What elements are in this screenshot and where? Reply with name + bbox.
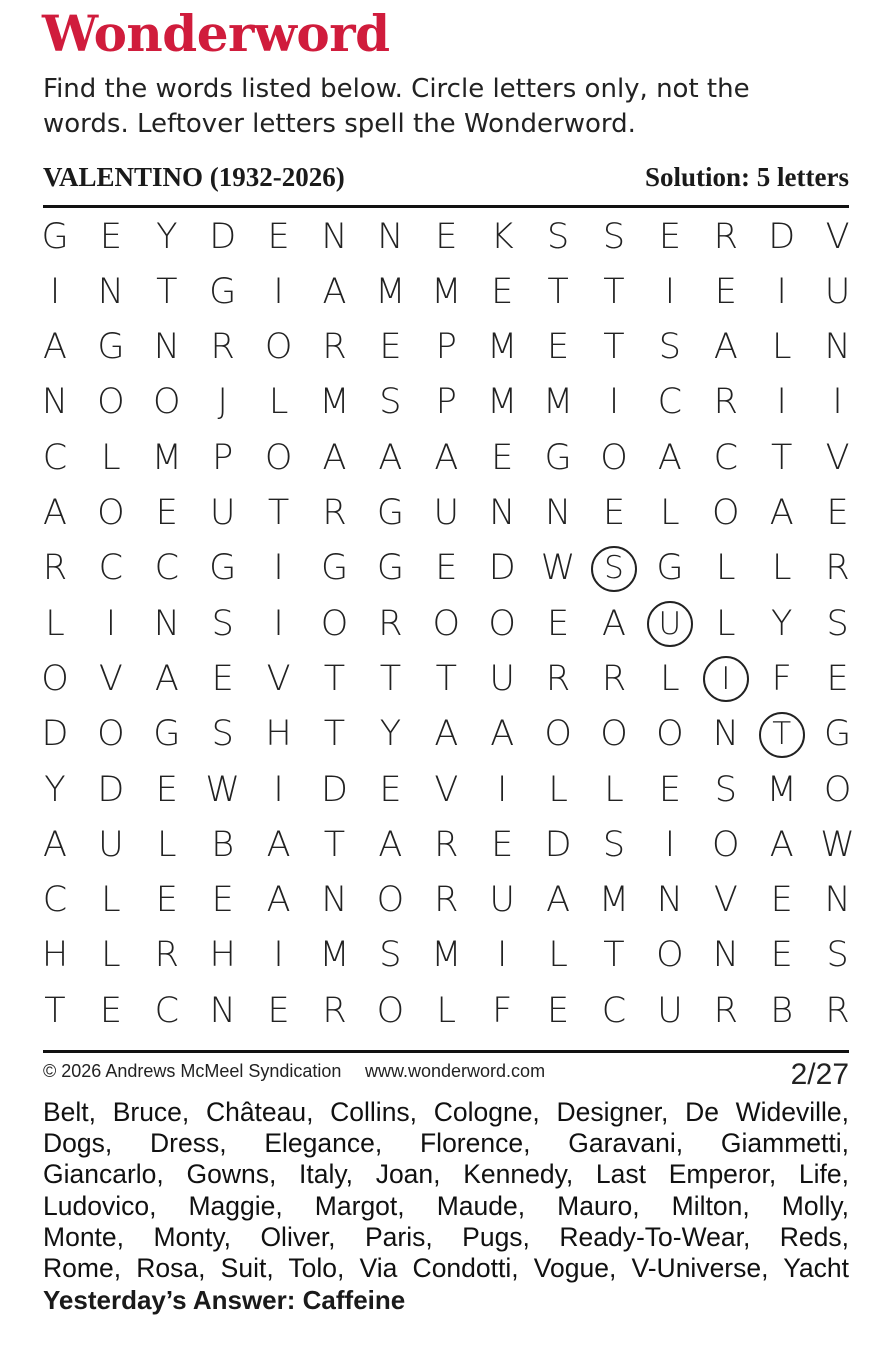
word-list-line: Ludovico, Maggie, Margot, Maude, Mauro, Milton, Molly,	[43, 1190, 849, 1221]
grid-letter[interactable]: L	[716, 548, 736, 589]
grid-letter[interactable]: U	[657, 990, 683, 1031]
grid-letter[interactable]: H	[265, 714, 292, 755]
grid-letter[interactable]: O	[320, 603, 349, 644]
grid-letter[interactable]: V	[825, 216, 850, 257]
puzzle-date: 2/27	[790, 1058, 849, 1091]
grid-letter[interactable]: M	[151, 437, 182, 478]
grid-letter[interactable]: F	[771, 658, 792, 699]
grid-letter[interactable]: T	[547, 271, 569, 312]
grid-letter[interactable]: A	[546, 880, 571, 921]
grid-letter[interactable]: H	[209, 935, 236, 976]
grid-letter[interactable]: I	[664, 271, 676, 312]
grid-letter[interactable]: H	[41, 935, 69, 976]
grid-letter[interactable]: N	[545, 493, 572, 533]
grid-letter[interactable]: Y	[156, 216, 178, 257]
grid-letter[interactable]: E	[602, 493, 626, 533]
grid-letter[interactable]: N	[97, 271, 124, 312]
grid-letter[interactable]: O	[544, 714, 572, 755]
grid-letter[interactable]: O	[712, 493, 740, 533]
grid-letter[interactable]: L	[771, 548, 792, 589]
grid-letter[interactable]: N	[489, 493, 516, 533]
grid-letter[interactable]: R	[434, 880, 459, 921]
grid-letter[interactable]: N	[41, 382, 69, 423]
grid-letter[interactable]: I	[273, 769, 284, 810]
grid-letter[interactable]: O	[656, 714, 684, 755]
copyright-text: © 2026 Andrews McMeel Syndication	[43, 1061, 342, 1081]
grid-letter-circled[interactable]: U	[647, 601, 693, 647]
grid-letter[interactable]: U	[489, 658, 515, 699]
grid-letter[interactable]: N	[153, 603, 180, 644]
grid-letter[interactable]: L	[548, 769, 568, 810]
grid-letter[interactable]: S	[826, 935, 849, 976]
grid-letter[interactable]: A	[154, 658, 179, 699]
grid-letter[interactable]: E	[379, 769, 402, 810]
grid-letter[interactable]: M	[487, 382, 518, 423]
grid-letter[interactable]: L	[101, 437, 121, 478]
grid-letter[interactable]: M	[319, 382, 350, 423]
grid-letter[interactable]: N	[824, 327, 851, 368]
grid-letter[interactable]: R	[322, 327, 347, 368]
grid-letter[interactable]: D	[488, 548, 516, 589]
grid-letter[interactable]: V	[434, 769, 459, 810]
grid-letter[interactable]: I	[832, 382, 843, 423]
grid-letter[interactable]: L	[436, 990, 457, 1031]
grid-letter[interactable]: S	[211, 714, 234, 755]
grid-letter[interactable]: O	[97, 714, 125, 755]
grid-letter[interactable]: C	[657, 382, 683, 423]
grid-letter[interactable]: T	[323, 658, 346, 699]
grid-letter[interactable]: A	[769, 824, 794, 865]
grid-letter[interactable]: R	[378, 603, 403, 644]
grid-letter[interactable]: D	[544, 824, 572, 865]
word-list-line: Rome, Rosa, Suit, Tolo, Via Condotti, Vogue, V-Universe, Yacht	[43, 1253, 849, 1284]
grid-letter[interactable]: T	[603, 327, 625, 368]
grid-letter[interactable]: G	[153, 714, 181, 755]
grid-letter[interactable]: E	[714, 271, 737, 312]
grid-letter[interactable]: G	[209, 548, 237, 589]
grid-letter[interactable]: U	[433, 493, 460, 533]
grid-letter-circled[interactable]: S	[591, 546, 637, 592]
grid-letter[interactable]: O	[41, 658, 69, 699]
grid-letter[interactable]: O	[823, 769, 852, 810]
footer-line	[43, 1058, 849, 1091]
grid-letter[interactable]: Y	[44, 769, 66, 810]
grid-letter[interactable]: P	[212, 437, 234, 478]
grid-letter[interactable]: V	[713, 880, 738, 921]
grid-letter[interactable]: O	[376, 990, 405, 1031]
grid-letter[interactable]: O	[488, 603, 516, 644]
grid-letter[interactable]: L	[660, 493, 680, 533]
grid-letter[interactable]: I	[497, 769, 508, 810]
grid-letter-circled[interactable]: I	[703, 656, 749, 702]
grid-letter[interactable]: S	[546, 216, 570, 257]
grid-letter[interactable]: M	[766, 769, 797, 810]
grid-letter[interactable]: N	[712, 935, 739, 976]
grid-letter[interactable]: E	[99, 216, 122, 257]
grid-letter[interactable]: F	[492, 990, 513, 1031]
grid-letter[interactable]: I	[273, 548, 284, 589]
grid-letter[interactable]: I	[776, 382, 787, 423]
grid-letter[interactable]: O	[656, 935, 684, 976]
grid-letter[interactable]: R	[42, 548, 68, 589]
puzzle-name: VALENTINO (1932-2026)	[43, 162, 345, 192]
word-list	[43, 1097, 849, 1284]
grid-letter[interactable]: E	[826, 493, 849, 533]
grid-letter[interactable]: L	[548, 935, 568, 976]
grid-letter[interactable]: C	[154, 548, 180, 589]
grid-letter[interactable]: M	[375, 271, 406, 312]
grid-letter[interactable]: I	[273, 271, 284, 312]
grid-letter[interactable]: L	[45, 603, 65, 644]
grid-letter[interactable]: E	[547, 327, 570, 368]
grid-letter[interactable]: C	[713, 437, 739, 478]
grid-letter[interactable]: R	[601, 658, 627, 699]
grid-letter[interactable]: N	[321, 880, 348, 921]
word-list-line: Monte, Monty, Oliver, Paris, Pugs, Ready-To-Wear, Reds,	[43, 1221, 849, 1252]
grid-letter[interactable]: N	[377, 216, 404, 257]
grid-letter[interactable]: T	[323, 824, 346, 865]
grid-letter[interactable]: R	[545, 658, 571, 699]
word-list-line: Giancarlo, Gowns, Italy, Joan, Kennedy, Last Emperor, Life,	[43, 1159, 849, 1190]
grid-letter[interactable]: E	[491, 271, 514, 312]
grid-letter[interactable]: R	[154, 935, 179, 976]
grid-letter[interactable]: T	[603, 935, 625, 976]
grid-letter[interactable]: W	[205, 769, 240, 810]
grid-letter[interactable]: R	[713, 990, 738, 1031]
grid-letter[interactable]: A	[657, 437, 682, 478]
solution-length: Solution: 5 letters	[645, 162, 849, 192]
grid-letter[interactable]: O	[97, 493, 125, 533]
grid-letter[interactable]: T	[379, 658, 402, 699]
grid-letter-circled[interactable]: T	[759, 712, 805, 758]
grid-letter[interactable]: A	[769, 493, 794, 533]
grid-letter[interactable]: S	[602, 824, 626, 865]
puzzle-title: Wonderword	[42, 4, 390, 63]
grid-letter[interactable]: P	[435, 327, 457, 368]
grid-letter[interactable]: G	[41, 216, 69, 257]
grid-letter[interactable]: T	[156, 271, 178, 312]
grid-letter[interactable]: E	[155, 880, 178, 921]
grid-letter[interactable]: E	[547, 990, 570, 1031]
grid-letter[interactable]: S	[379, 382, 402, 423]
website-link[interactable]: www.wonderword.com	[365, 1061, 546, 1081]
grid-letter[interactable]: Y	[379, 714, 402, 755]
grid-letter[interactable]: A	[378, 824, 403, 865]
grid-letter[interactable]: R	[713, 382, 738, 423]
grid-letter[interactable]: R	[713, 216, 738, 257]
grid-letter[interactable]: A	[490, 714, 515, 755]
grid-letter[interactable]: O	[600, 437, 628, 478]
grid-letter[interactable]: N	[712, 714, 739, 755]
grid-letter[interactable]: W	[820, 824, 855, 865]
grid-letter[interactable]: T	[435, 658, 457, 699]
grid-letter[interactable]: A	[43, 493, 67, 533]
grid-letter[interactable]: C	[98, 548, 124, 589]
grid-letter[interactable]: T	[770, 437, 793, 478]
grid-letter[interactable]: I	[49, 271, 61, 312]
grid-letter[interactable]: E	[379, 327, 402, 368]
grid-letter[interactable]: N	[153, 327, 180, 368]
grid-letter[interactable]: I	[273, 935, 284, 976]
grid-letter[interactable]: A	[378, 437, 403, 478]
grid-letter[interactable]: W	[540, 548, 576, 589]
grid-letter[interactable]: T	[323, 714, 346, 755]
grid-letter[interactable]: A	[434, 714, 459, 755]
grid-letter[interactable]: R	[210, 327, 235, 368]
word-list-line: Belt, Bruce, Château, Collins, Cologne, Designer, De Wideville,	[43, 1097, 849, 1127]
grid-letter[interactable]: O	[97, 382, 125, 423]
grid-letter[interactable]: S	[211, 603, 234, 644]
grid-letter[interactable]: B	[770, 990, 794, 1031]
grid-letter[interactable]: O	[376, 880, 405, 921]
grid-letter[interactable]: L	[101, 880, 121, 921]
grid-letter[interactable]: D	[97, 769, 125, 810]
grid-letter[interactable]: U	[209, 493, 236, 533]
grid-letter[interactable]: S	[826, 603, 849, 644]
grid-letter[interactable]: I	[608, 382, 620, 423]
grid-letter[interactable]: M	[431, 935, 462, 976]
grid-letter[interactable]: E	[658, 769, 681, 810]
grid-letter[interactable]: E	[491, 824, 514, 865]
grid-letter[interactable]: N	[321, 216, 348, 257]
grid-letter[interactable]: G	[97, 327, 125, 368]
grid-letter[interactable]: S	[602, 216, 626, 257]
grid-letter[interactable]: L	[101, 935, 121, 976]
grid-letter[interactable]: I	[664, 824, 676, 865]
grid-letter[interactable]: T	[603, 271, 625, 312]
grid-letter[interactable]: T	[267, 493, 290, 533]
grid-letter[interactable]: R	[825, 990, 850, 1031]
grid-letter[interactable]: L	[268, 382, 289, 423]
grid-letter[interactable]: L	[771, 327, 792, 368]
grid-letter[interactable]: E	[267, 990, 290, 1031]
grid-letter[interactable]: L	[716, 603, 736, 644]
grid-letter[interactable]: E	[267, 216, 290, 257]
grid-letter[interactable]: V	[266, 658, 291, 699]
grid-letter[interactable]: Y	[770, 603, 793, 644]
grid-letter[interactable]: A	[322, 437, 347, 478]
grid-letter[interactable]: E	[435, 548, 458, 589]
grid-letter[interactable]: R	[825, 548, 850, 589]
grid-letter[interactable]: A	[266, 824, 291, 865]
grid-letter[interactable]: O	[432, 603, 461, 644]
grid-letter[interactable]: R	[322, 493, 347, 533]
grid-letter[interactable]: A	[43, 824, 67, 865]
grid-letter[interactable]: R	[434, 824, 459, 865]
grid-letter[interactable]: M	[487, 327, 518, 368]
grid-letter[interactable]: G	[656, 548, 684, 589]
grid-letter[interactable]: P	[435, 382, 457, 423]
grid-letter[interactable]: D	[768, 216, 796, 257]
grid-letter[interactable]: A	[266, 880, 291, 921]
grid-letter[interactable]: E	[155, 769, 178, 810]
grid-letter[interactable]: J	[217, 382, 228, 423]
grid-letter[interactable]: A	[322, 271, 347, 312]
grid-letter[interactable]: V	[98, 658, 123, 699]
grid-letter[interactable]: T	[44, 990, 66, 1031]
grid-letter[interactable]: M	[542, 382, 574, 423]
grid-letter[interactable]: M	[319, 935, 350, 976]
grid-letter[interactable]: D	[209, 216, 237, 257]
grid-letter[interactable]: V	[825, 437, 850, 478]
grid-letter[interactable]: O	[264, 437, 293, 478]
word-list-line: Dogs, Dress, Elegance, Florence, Garavani, Giammetti,	[43, 1128, 849, 1159]
grid-letter[interactable]: O	[264, 327, 293, 368]
grid-letter[interactable]: L	[157, 824, 177, 865]
grid-letter[interactable]: G	[376, 548, 404, 589]
grid-letter[interactable]: G	[376, 493, 404, 533]
grid-letter[interactable]: O	[600, 714, 628, 755]
grid-letter[interactable]: U	[489, 880, 515, 921]
grid-letter[interactable]: E	[826, 658, 849, 699]
grid-letter[interactable]: E	[770, 935, 793, 976]
grid-letter[interactable]: E	[99, 990, 122, 1031]
grid-letter[interactable]: N	[656, 880, 683, 921]
grid-letter[interactable]: C	[601, 990, 627, 1031]
grid-letter[interactable]: I	[273, 603, 284, 644]
grid-letter[interactable]: E	[547, 603, 570, 644]
grid-letter[interactable]: I	[105, 603, 117, 644]
grid-letter[interactable]: D	[41, 714, 69, 755]
grid-letter[interactable]: I	[776, 271, 787, 312]
grid-letter[interactable]: C	[154, 990, 180, 1031]
grid-bottom-divider	[43, 1050, 849, 1053]
grid-letter[interactable]: U	[98, 824, 124, 865]
grid-letter[interactable]: N	[209, 990, 236, 1031]
grid-letter[interactable]: A	[713, 327, 738, 368]
grid-letter[interactable]: E	[155, 493, 178, 533]
grid-letter[interactable]: C	[42, 437, 68, 478]
grid-letter[interactable]: G	[824, 714, 852, 755]
grid-letter[interactable]: L	[660, 658, 680, 699]
grid-letter[interactable]: A	[434, 437, 459, 478]
grid-letter[interactable]: S	[379, 935, 402, 976]
grid-letter[interactable]: M	[598, 880, 630, 921]
grid-letter[interactable]: G	[320, 548, 349, 589]
grid-letter[interactable]: E	[211, 880, 234, 921]
grid-letter[interactable]: B	[211, 824, 235, 865]
grid-letter[interactable]: G	[544, 437, 572, 478]
grid-letter[interactable]: S	[658, 327, 681, 368]
grid-letter[interactable]: E	[658, 216, 681, 257]
grid-letter[interactable]: I	[497, 935, 508, 976]
grid-letter[interactable]: C	[42, 880, 68, 921]
grid-letter[interactable]: O	[712, 824, 740, 865]
instructions: Find the words listed below. Circle letters only, not the words. Leftover letters spell the Wonderword.	[43, 74, 750, 139]
grid-letter[interactable]: K	[490, 216, 514, 257]
grid-letter[interactable]: L	[604, 769, 624, 810]
grid-letter[interactable]: E	[435, 216, 458, 257]
grid-letter[interactable]: A	[602, 603, 626, 644]
grid-letter[interactable]: G	[209, 271, 237, 312]
grid-letter[interactable]: O	[153, 382, 181, 423]
grid-letter[interactable]: E	[211, 658, 234, 699]
grid-letter[interactable]: S	[714, 769, 737, 810]
grid-letter[interactable]: U	[824, 271, 851, 312]
grid-letter[interactable]: R	[322, 990, 347, 1031]
yesterdays-answer: Yesterday’s Answer: Caffeine	[43, 1285, 406, 1315]
grid-letter[interactable]: E	[491, 437, 514, 478]
grid-letter[interactable]: D	[321, 769, 348, 810]
grid-letter[interactable]: M	[431, 271, 462, 312]
grid-letter[interactable]: N	[824, 880, 851, 921]
grid-letter[interactable]: A	[43, 327, 67, 368]
grid-letter[interactable]: E	[770, 880, 793, 921]
